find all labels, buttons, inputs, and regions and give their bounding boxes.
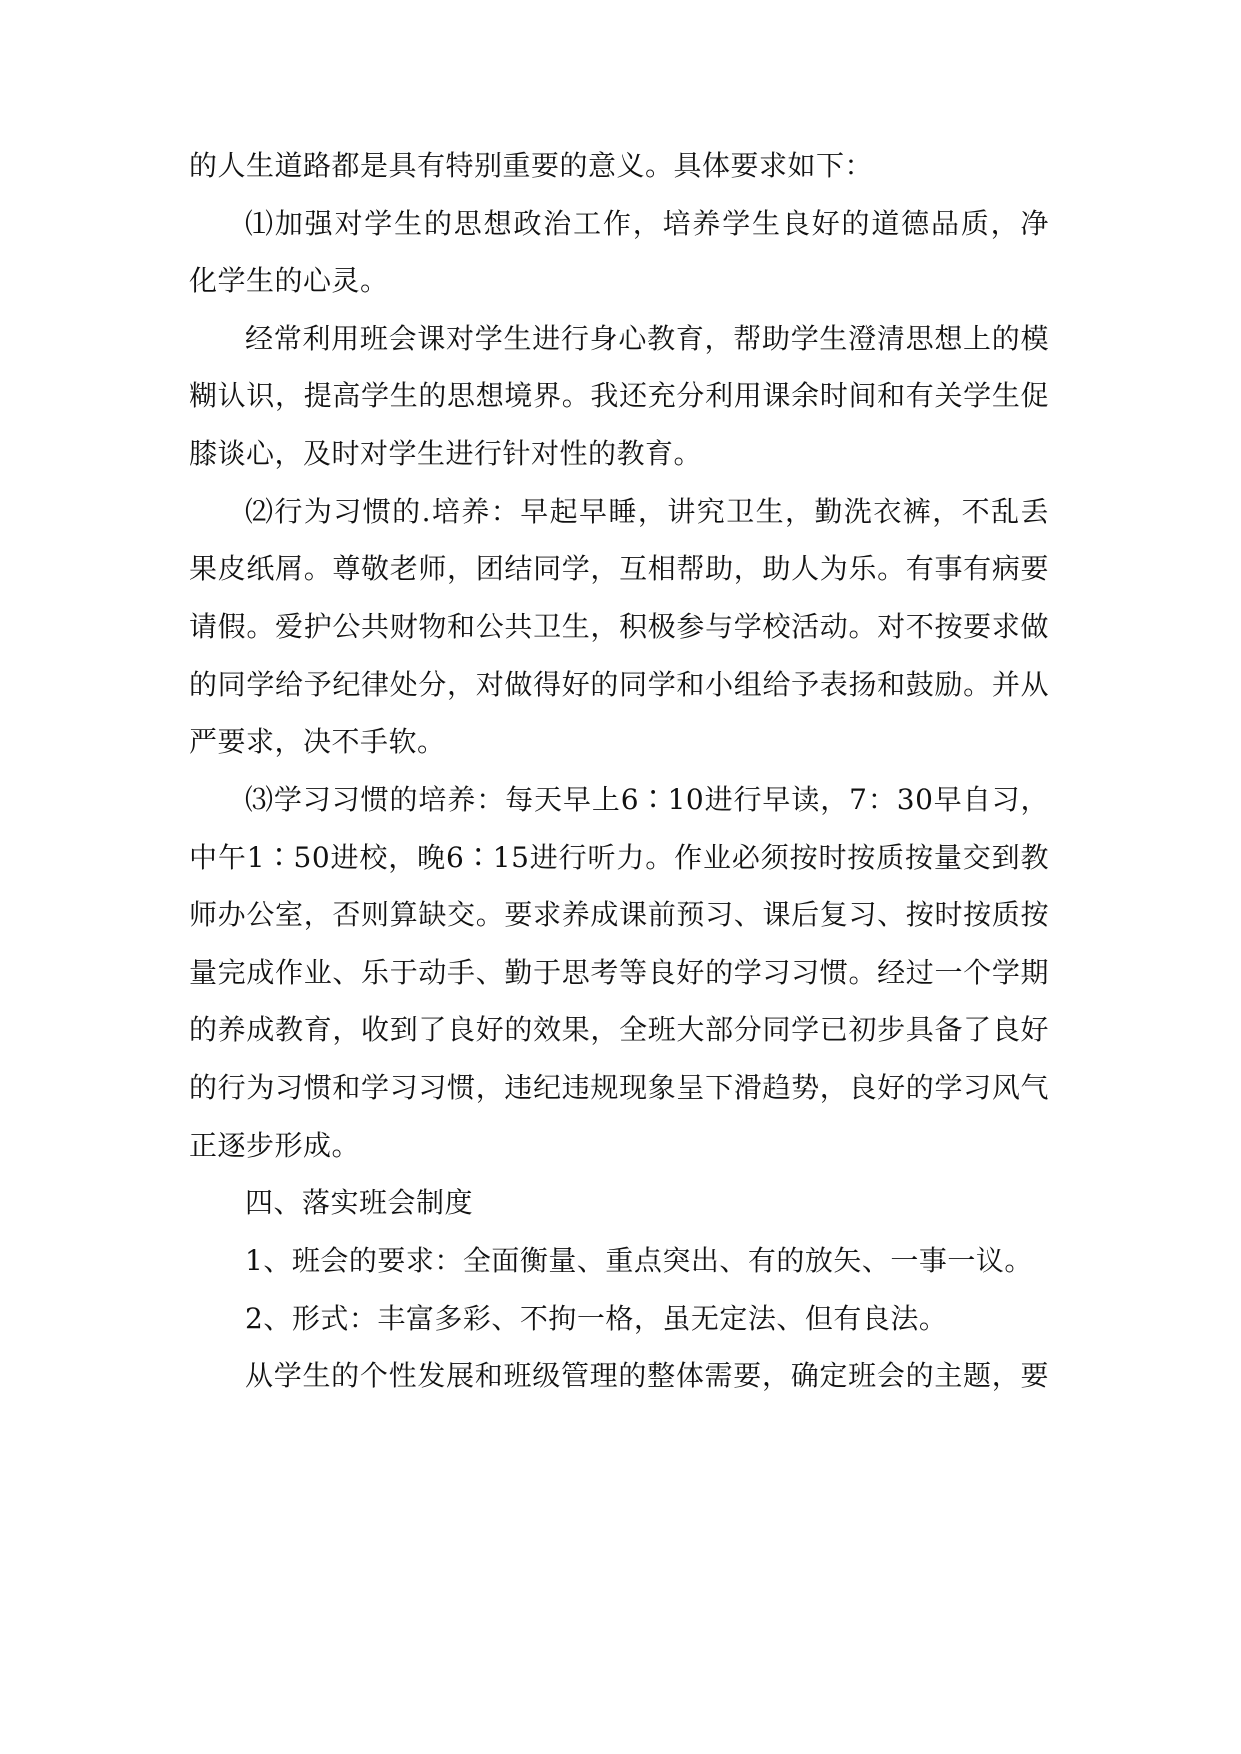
text-line-17: 的行为习惯和学习习惯，违纪违规现象呈下滑趋势，良好的学习风气 (189, 1071, 1049, 1104)
text-line-10: 的同学给予纪律处分，对做得好的同学和小组给予表扬和鼓励。并从 (189, 668, 1049, 701)
text-line-9: 请假。爱护公共财物和公共卫生，积极参与学校活动。对不按要求做 (189, 610, 1049, 643)
text-line-7: ⑵行为习惯的.培养：早起早睡，讲究卫生，勤洗衣裤，不乱丢 (245, 495, 1049, 528)
text-line-2: ⑴加强对学生的思想政治工作，培养学生良好的道德品质，净 (245, 207, 1049, 240)
text-line-18: 正逐步形成。 (189, 1129, 361, 1162)
text-line-21: 2、形式：丰富多彩、不拘一格，虽无定法、但有良法。 (245, 1302, 948, 1335)
text-line-15: 量完成作业、乐于动手、勤于思考等良好的学习习惯。经过一个学期 (189, 956, 1049, 989)
text-line-22: 从学生的个性发展和班级管理的整体需要，确定班会的主题，要 (245, 1359, 1049, 1392)
text-line-20: 1、班会的要求：全面衡量、重点突出、有的放矢、一事一议。 (245, 1244, 1033, 1277)
text-line-11: 严要求，决不手软。 (189, 725, 446, 758)
text-line-8: 果皮纸屑。尊敬老师，团结同学，互相帮助，助人为乐。有事有病要 (189, 552, 1049, 585)
text-line-16: 的养成教育，收到了良好的效果，全班大部分同学已初步具备了良好 (189, 1013, 1049, 1046)
text-line-6: 膝谈心，及时对学生进行针对性的教育。 (189, 437, 703, 470)
text-line-4: 经常利用班会课对学生进行身心教育，帮助学生澄清思想上的模 (245, 322, 1049, 355)
text-line-12: ⑶学习习惯的培养：每天早上6∶10进行早读，7：30早自习， (245, 783, 1049, 816)
text-line-13: 中午1∶50进校，晚6∶15进行听力。作业必须按时按质按量交到教 (189, 841, 1049, 874)
text-line-5: 糊认识，提高学生的思想境界。我还充分利用课余时间和有关学生促 (189, 379, 1049, 412)
text-line-1: 的人生道路都是具有特别重要的意义。具体要求如下： (189, 149, 874, 182)
text-line-3: 化学生的心灵。 (189, 264, 389, 297)
text-line-14: 师办公室，否则算缺交。要求养成课前预习、课后复习、按时按质按 (189, 898, 1049, 931)
section-heading: 四、落实班会制度 (245, 1186, 474, 1219)
